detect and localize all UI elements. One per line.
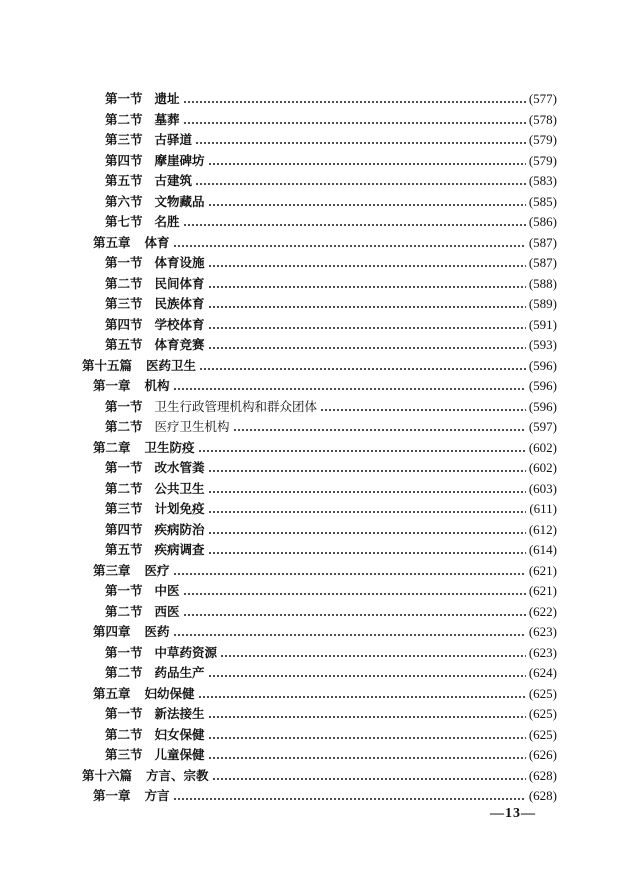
toc-entry-number: 第二节 — [105, 111, 143, 127]
toc-entry-number: 第四节 — [105, 521, 143, 537]
toc-entry — [105, 582, 557, 600]
toc-entry — [93, 439, 557, 457]
toc-entry-title: 方言、宗教 — [146, 767, 209, 783]
dot-leader — [208, 668, 526, 678]
toc-entry-page: (585) — [528, 193, 557, 209]
toc-entry-title: 医疗卫生机构 — [154, 419, 230, 434]
toc-entry-number: 第十六篇 — [82, 767, 133, 783]
dot-leader — [199, 361, 526, 371]
toc-entry-number: 第四节 — [105, 152, 143, 168]
dot-leader — [208, 279, 526, 289]
toc-entry-title: 体育 — [144, 234, 170, 250]
toc-entry-page: (596) — [528, 357, 557, 373]
dot-leader — [233, 422, 526, 432]
dot-leader — [208, 258, 526, 268]
dot-leader — [198, 443, 526, 453]
toc-entry — [93, 623, 557, 641]
toc-entry-page: (579) — [528, 152, 557, 168]
toc-entry-page: (628) — [528, 767, 557, 783]
toc-entry-page: (578) — [528, 111, 557, 127]
dot-leader — [208, 730, 526, 740]
dot-leader — [198, 689, 526, 699]
toc-entry-page: (626) — [528, 747, 557, 762]
toc-entry — [105, 275, 557, 293]
toc-entry-number: 第一节 — [105, 644, 143, 660]
toc-entry-page: (612) — [528, 521, 557, 537]
dot-leader — [173, 238, 526, 248]
toc-entry — [93, 685, 557, 703]
dot-leader — [195, 135, 526, 145]
toc-entry — [105, 254, 557, 272]
toc-entry-number: 第二节 — [105, 419, 143, 434]
toc-entry — [105, 295, 557, 313]
toc-entry — [105, 398, 557, 416]
toc-entry-page: (583) — [528, 173, 557, 188]
toc-entry-number: 第一节 — [105, 398, 143, 414]
toc-entry-number: 第一节 — [105, 91, 143, 106]
dot-leader — [208, 709, 526, 719]
toc-entry-number: 第三节 — [105, 296, 143, 311]
toc-entry-title: 疾病防治 — [154, 521, 205, 537]
toc-entry-number: 第三节 — [105, 132, 143, 147]
toc-entry — [105, 644, 557, 662]
toc-entry-page: (596) — [528, 378, 557, 393]
dot-leader — [208, 750, 526, 760]
dot-leader — [208, 197, 526, 207]
toc-entry-number: 第二节 — [105, 726, 143, 742]
dot-leader — [208, 299, 526, 309]
toc-entry — [105, 316, 557, 334]
page-number: —13— — [490, 806, 536, 821]
toc-entry-page: (588) — [528, 275, 557, 291]
toc-entry-page: (611) — [529, 501, 557, 516]
toc-entry — [105, 521, 557, 539]
toc-entry — [105, 480, 557, 498]
toc-entry-number: 第三节 — [105, 747, 143, 762]
toc-entry-number: 第五节 — [105, 542, 143, 557]
toc-entry — [93, 787, 557, 805]
toc-entry — [105, 172, 557, 190]
toc-entry-number: 第一节 — [105, 583, 143, 598]
toc-entry-title: 体育设施 — [154, 255, 205, 270]
toc-entry-number: 第三节 — [105, 501, 143, 516]
toc-entry-title: 古驿道 — [154, 132, 193, 147]
toc-entry-title: 摩崖碑坊 — [154, 152, 205, 168]
toc-entry-page: (623) — [528, 624, 557, 639]
toc-entry-page: (625) — [528, 706, 557, 721]
toc-entry-number: 第五节 — [105, 337, 143, 352]
toc-entry-page: (623) — [528, 644, 557, 660]
dot-leader — [173, 566, 526, 576]
toc-entry-title: 医疗 — [144, 562, 170, 578]
toc-entry-number: 第一章 — [93, 788, 131, 803]
toc-entry-page: (628) — [528, 788, 557, 803]
toc-entry — [105, 541, 557, 559]
dot-leader — [320, 402, 526, 412]
toc-entry-number: 第二节 — [105, 480, 143, 496]
toc-entry-title: 改水管粪 — [154, 460, 205, 475]
toc-entry-page: (586) — [528, 214, 557, 229]
dot-leader — [183, 115, 526, 125]
toc-entry-title: 方言 — [144, 788, 170, 803]
toc-entry-number: 第三章 — [93, 562, 131, 578]
toc-entry-title: 西医 — [154, 603, 180, 619]
toc-entry-page: (577) — [528, 91, 557, 106]
toc-entry-title: 民族体育 — [154, 296, 205, 311]
toc-entry — [105, 500, 557, 518]
toc-entry-page: (591) — [528, 316, 557, 332]
toc-entry-title: 民间体育 — [154, 275, 205, 291]
toc-entry-page: (625) — [528, 726, 557, 742]
toc-entry — [105, 603, 557, 621]
toc-entry-page: (625) — [528, 685, 557, 701]
toc-entry-page: (603) — [528, 480, 557, 496]
toc-entry — [82, 357, 557, 375]
toc-entry — [93, 377, 557, 395]
toc-entry-title: 遗址 — [154, 91, 180, 106]
dot-leader — [183, 94, 526, 104]
toc-entry-title: 卫生行政管理机构和群众团体 — [154, 398, 318, 414]
toc-entry-number: 第一节 — [105, 255, 143, 270]
dot-leader — [173, 627, 526, 637]
toc-entry-number: 第五章 — [93, 685, 131, 701]
toc-entry-title: 医药 — [144, 624, 170, 639]
toc-entry-title: 卫生防疫 — [144, 439, 195, 455]
dot-leader — [173, 381, 526, 391]
toc-entry-page: (621) — [528, 562, 557, 578]
toc-entry-title: 妇女保健 — [154, 726, 205, 742]
toc-entry — [105, 705, 557, 723]
toc-entry-title: 墓葬 — [154, 111, 180, 127]
toc-entry-title: 医药卫生 — [146, 357, 197, 373]
toc-entry — [105, 726, 557, 744]
toc-entry-number: 第二节 — [105, 275, 143, 291]
toc-entry-page: (579) — [528, 132, 557, 147]
toc-entry — [105, 418, 557, 436]
dot-leader — [208, 320, 526, 330]
toc-entry-title: 妇幼保健 — [144, 685, 195, 701]
toc-entry — [93, 234, 557, 252]
toc-entry-page: (602) — [528, 460, 557, 475]
toc-entry — [105, 152, 557, 170]
dot-leader — [208, 504, 527, 514]
toc-entry-page: (587) — [528, 234, 557, 250]
toc-entry — [105, 193, 557, 211]
dot-leader — [208, 525, 526, 535]
dot-leader — [208, 484, 526, 494]
toc-entry-page: (624) — [528, 665, 557, 680]
dot-leader — [212, 771, 526, 781]
toc-entry-title: 新法接生 — [154, 706, 205, 721]
dot-leader — [195, 176, 526, 186]
toc-entry-page: (622) — [528, 603, 557, 619]
toc-entry — [105, 746, 557, 764]
toc-entry-page: (589) — [528, 296, 557, 311]
dot-leader — [208, 463, 526, 473]
toc-entry-number: 第一节 — [105, 706, 143, 721]
toc-entry — [105, 213, 557, 231]
dot-leader — [173, 791, 526, 801]
dot-leader — [208, 545, 526, 555]
toc-entry-page: (593) — [528, 337, 557, 352]
toc-entry-number: 第四章 — [93, 624, 131, 639]
toc-entry-number: 第二章 — [93, 439, 131, 455]
toc-entry-title: 机构 — [144, 378, 170, 393]
toc-entry-title: 中医 — [154, 583, 180, 598]
toc-entry — [105, 111, 557, 129]
toc-entry-title: 体育竞赛 — [154, 337, 205, 352]
toc-entry-title: 中草药资源 — [154, 644, 218, 660]
toc-entry-page: (587) — [528, 255, 557, 270]
toc-entry-title: 学校体育 — [154, 316, 205, 332]
dot-leader — [208, 340, 526, 350]
dot-leader — [220, 648, 526, 658]
toc-entry-page: (614) — [528, 542, 557, 557]
toc-entry-title: 计划免疫 — [154, 501, 205, 516]
toc-entry-title: 儿童保健 — [154, 747, 205, 762]
toc-entry — [105, 131, 557, 149]
toc-entry-page: (596) — [528, 398, 557, 414]
toc-entry-page: (602) — [528, 439, 557, 455]
toc-entry-number: 第六节 — [105, 193, 143, 209]
toc-entry — [105, 336, 557, 354]
toc-entry — [82, 767, 557, 785]
toc-entry-title: 名胜 — [154, 214, 180, 229]
toc-entry-number: 第十五篇 — [82, 357, 133, 373]
toc-entry-title: 古建筑 — [154, 173, 193, 188]
toc-entry-number: 第四节 — [105, 316, 143, 332]
toc-entry — [105, 459, 557, 477]
toc-entry-number: 第五节 — [105, 173, 143, 188]
toc-entry — [105, 90, 557, 108]
dot-leader — [183, 586, 526, 596]
dot-leader — [183, 607, 526, 617]
toc-entry — [105, 664, 557, 682]
toc-entry-number: 第二节 — [105, 603, 143, 619]
toc-entry-title: 文物藏品 — [154, 193, 205, 209]
toc-entry — [93, 562, 557, 580]
toc-entry-title: 疾病调查 — [154, 542, 205, 557]
toc-entry-page: (597) — [528, 419, 557, 434]
dot-leader — [183, 217, 526, 227]
toc-entry-number: 第五章 — [93, 234, 131, 250]
toc-entry-title: 公共卫生 — [154, 480, 205, 496]
toc-entry-number: 第二节 — [105, 665, 143, 680]
toc-entry-page: (621) — [528, 583, 557, 598]
toc-entry-number: 第一节 — [105, 460, 143, 475]
toc-entry-title: 药品生产 — [154, 665, 205, 680]
dot-leader — [208, 156, 526, 166]
toc-entry-number: 第一章 — [93, 378, 131, 393]
toc-entry-number: 第七节 — [105, 214, 143, 229]
